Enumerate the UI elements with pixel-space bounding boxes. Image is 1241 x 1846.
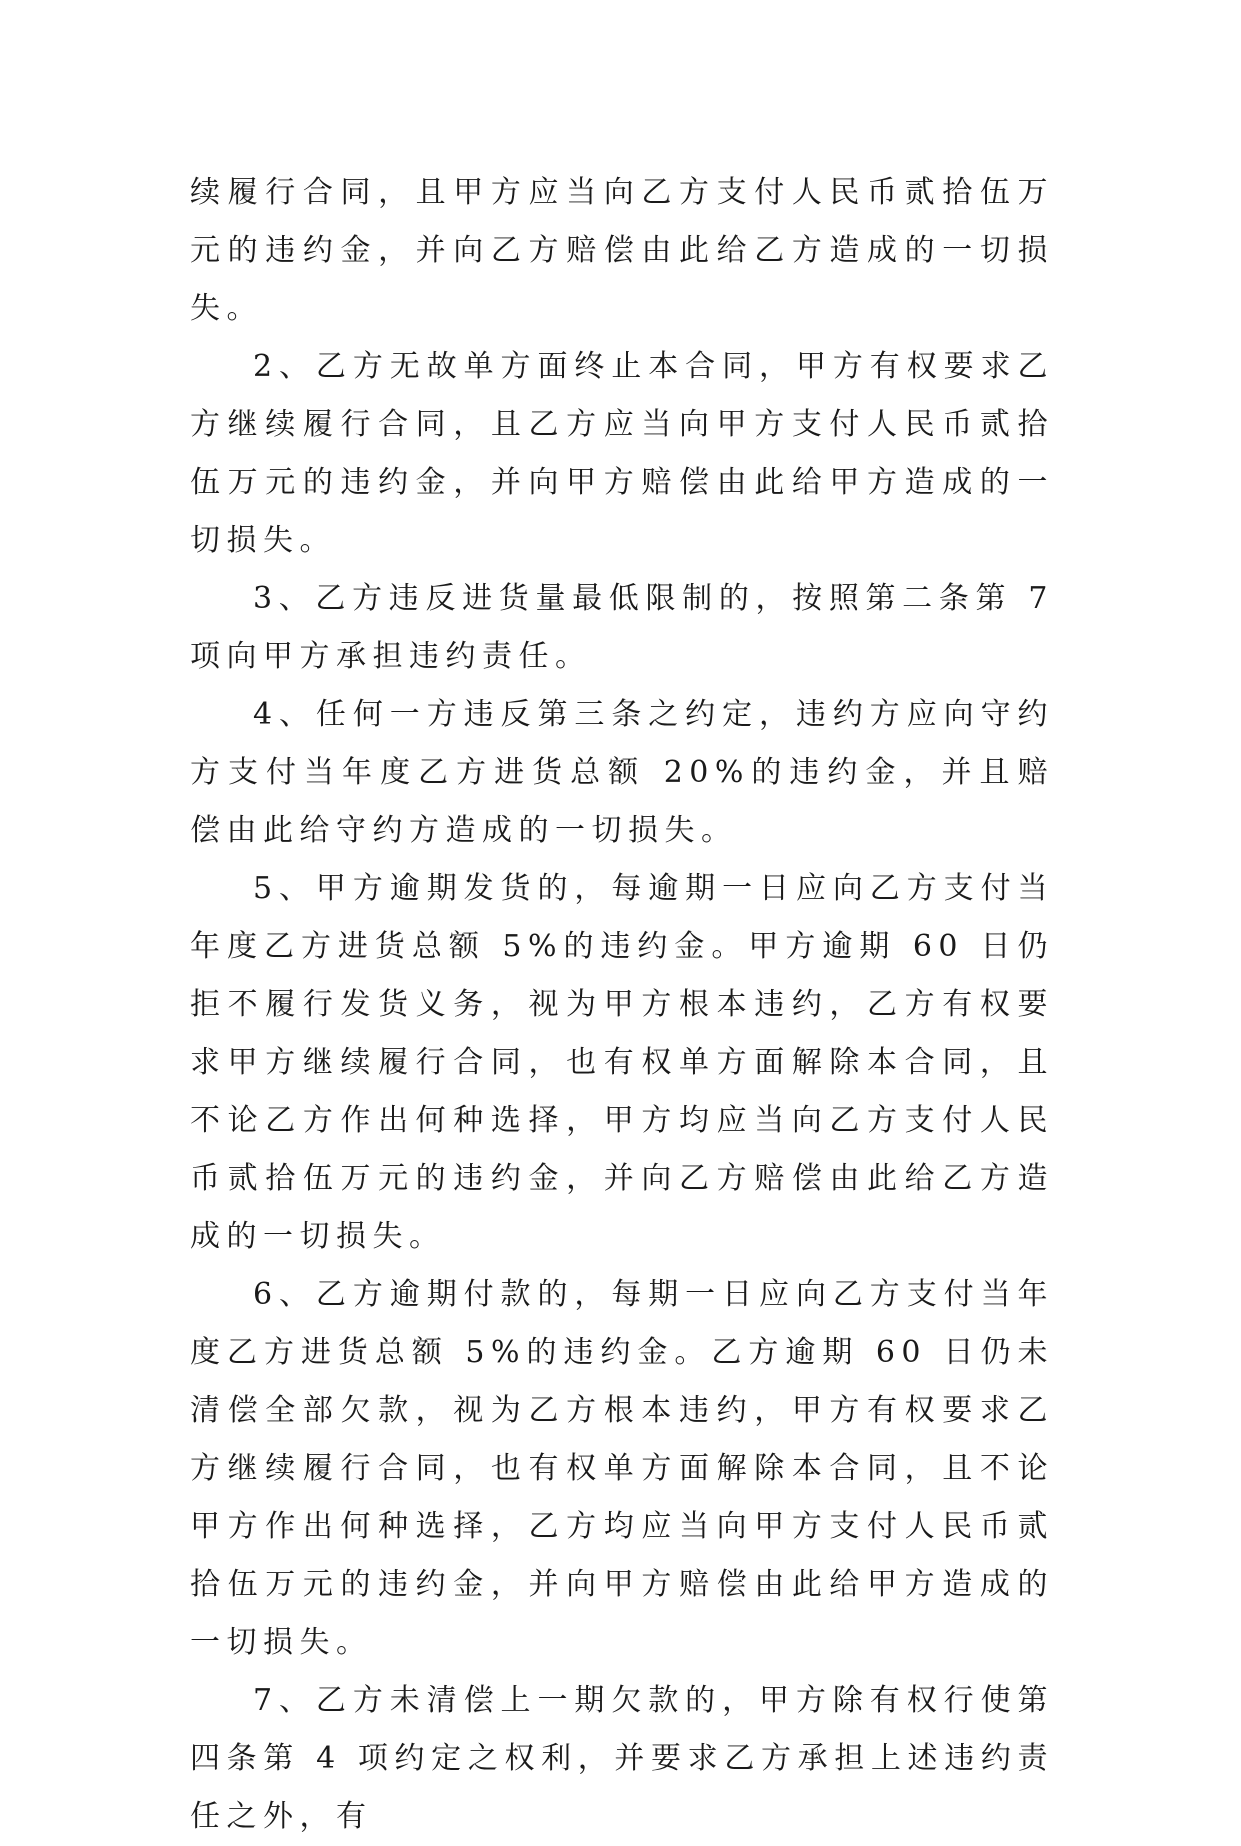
paragraph-clause-3: 3、乙方违反进货量最低限制的，按照第二条第 7 项向甲方承担违约责任。	[190, 581, 1054, 674]
paragraph-clause-5: 5、甲方逾期发货的，每逾期一日应向乙方支付当年度乙方进货总额 5%的违约金。甲方逾期 60 日仍拒不履行发货义务，视为甲方根本违约，乙方有权要求甲方继续履行合同，也有权单方面解除本合同，且不论乙方作出何种选择，甲方均应当向乙方支付人民币贰拾伍万元的违约金，并向乙方赔偿由此给乙方造成的一切损失。	[190, 871, 1054, 1254]
paragraph-clause-2: 2、乙方无故单方面终止本合同，甲方有权要求乙方继续履行合同，且乙方应当向甲方支付人民币贰拾伍万元的违约金，并向甲方赔偿由此给甲方造成的一切损失。	[190, 349, 1054, 558]
document-body	[190, 164, 1054, 1846]
paragraph-clause-7: 7、乙方未清偿上一期欠款的，甲方除有权行使第四条第 4 项约定之权利，并要求乙方承担上述违约责任之外，有	[190, 1683, 1054, 1834]
paragraph-clause-6: 6、乙方逾期付款的，每期一日应向乙方支付当年度乙方进货总额 5%的违约金。乙方逾期 60 日仍未清偿全部欠款，视为乙方根本违约，甲方有权要求乙方继续履行合同，也有权单方面解除本合同，且不论甲方作出何种选择，乙方均应当向甲方支付人民币贰拾伍万元的违约金，并向甲方赔偿由此给甲方造成的一切损失。	[190, 1277, 1054, 1660]
paragraph-continuation: 续履行合同，且甲方应当向乙方支付人民币贰拾伍万元的违约金，并向乙方赔偿由此给乙方造成的一切损失。	[190, 175, 1054, 326]
paragraph-clause-4: 4、任何一方违反第三条之约定，违约方应向守约方支付当年度乙方进货总额 20%的违约金，并且赔偿由此给守约方造成的一切损失。	[190, 697, 1054, 848]
